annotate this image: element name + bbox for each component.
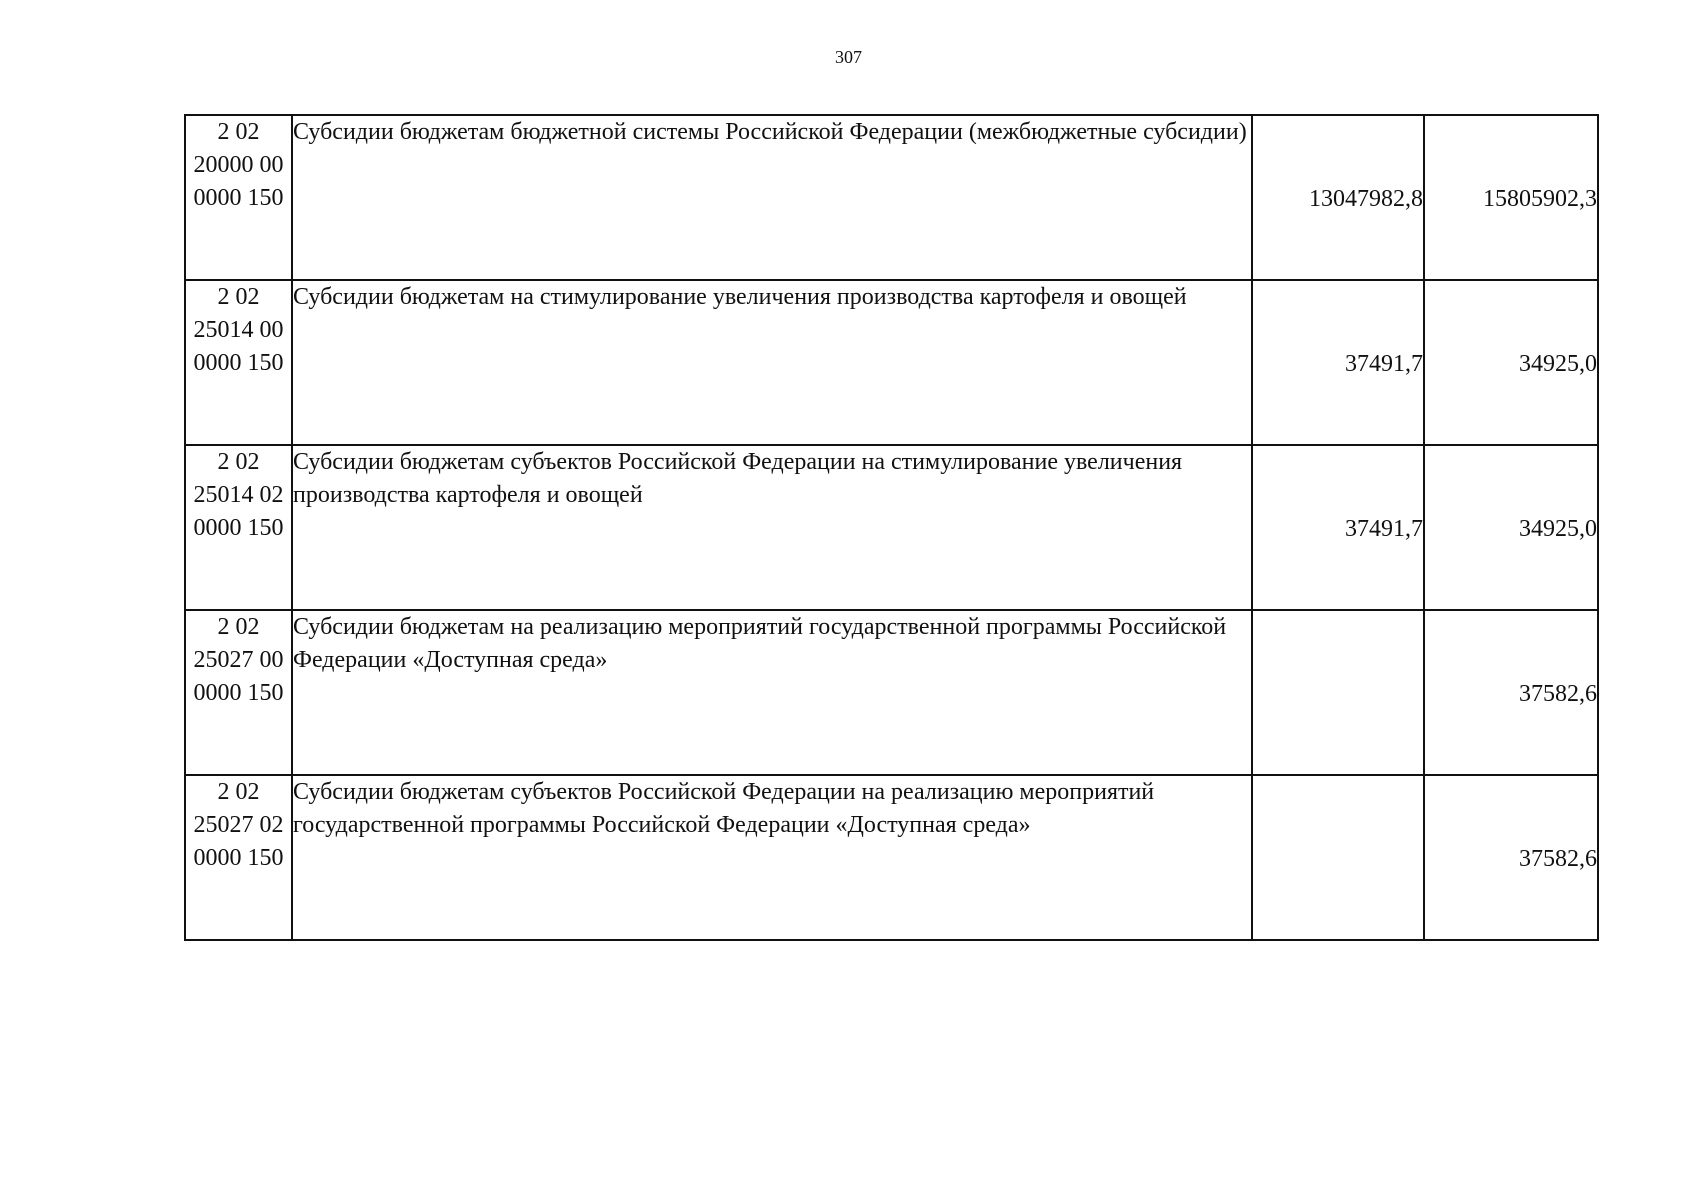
table-row xyxy=(185,280,1598,445)
value-2-cell xyxy=(1424,280,1598,445)
name-cell: Субсидии бюджетам субъектов Российской Федерации на реализацию мероприятий государственной программы Российской Федерации «Доступная среда» xyxy=(292,775,1252,940)
code-line: 0000 150 xyxy=(193,515,284,541)
table-row xyxy=(185,445,1598,610)
value-1: 37491,7 xyxy=(1345,516,1423,542)
code-line: 2 02 xyxy=(217,614,260,640)
value-2: 15805902,3 xyxy=(1483,186,1597,212)
value-1-cell xyxy=(1252,775,1424,940)
code-line: 2 02 xyxy=(217,449,260,475)
code-line: 25027 02 xyxy=(193,812,284,838)
code-line: 0000 150 xyxy=(193,680,284,706)
value-2: 37582,6 xyxy=(1519,846,1597,872)
code-cell xyxy=(185,445,292,610)
name-cell: Субсидии бюджетам на реализацию мероприятий государственной программы Российской Федерации «Доступная среда» xyxy=(292,610,1252,775)
value-2: 34925,0 xyxy=(1519,351,1597,377)
value-1-cell xyxy=(1252,115,1424,280)
name-cell: Субсидии бюджетам субъектов Российской Федерации на стимулирование увеличения производства картофеля и овощей xyxy=(292,445,1252,610)
name-cell: Субсидии бюджетам бюджетной системы Российской Федерации (межбюджетные субсидии) xyxy=(292,115,1252,280)
value-1: 37491,7 xyxy=(1345,351,1423,377)
code-cell xyxy=(185,775,292,940)
code-line: 25014 02 xyxy=(193,482,284,508)
code-line: 25014 00 xyxy=(193,317,284,343)
value-2-cell xyxy=(1424,115,1598,280)
name-cell: Субсидии бюджетам на стимулирование увеличения производства картофеля и овощей xyxy=(292,280,1252,445)
code-line: 2 02 xyxy=(217,119,260,145)
budget-table xyxy=(184,114,1599,941)
code-line: 20000 00 xyxy=(193,152,284,178)
page-number: 307 xyxy=(835,47,862,67)
code-cell xyxy=(185,115,292,280)
value-1-cell xyxy=(1252,280,1424,445)
code-line: 2 02 xyxy=(217,779,260,805)
code-line: 25027 00 xyxy=(193,647,284,673)
code-line: 0000 150 xyxy=(193,185,284,211)
value-1: 13047982,8 xyxy=(1309,186,1423,212)
value-2-cell xyxy=(1424,445,1598,610)
code-line: 2 02 xyxy=(217,284,260,310)
code-cell xyxy=(185,280,292,445)
code-cell xyxy=(185,610,292,775)
code-line: 0000 150 xyxy=(193,845,284,871)
value-1-cell xyxy=(1252,445,1424,610)
code-line: 0000 150 xyxy=(193,350,284,376)
table-row xyxy=(185,775,1598,940)
value-2-cell xyxy=(1424,775,1598,940)
table-row xyxy=(185,610,1598,775)
value-2: 34925,0 xyxy=(1519,516,1597,542)
value-2: 37582,6 xyxy=(1519,681,1597,707)
table-row xyxy=(185,115,1598,280)
value-2-cell xyxy=(1424,610,1598,775)
value-1-cell xyxy=(1252,610,1424,775)
